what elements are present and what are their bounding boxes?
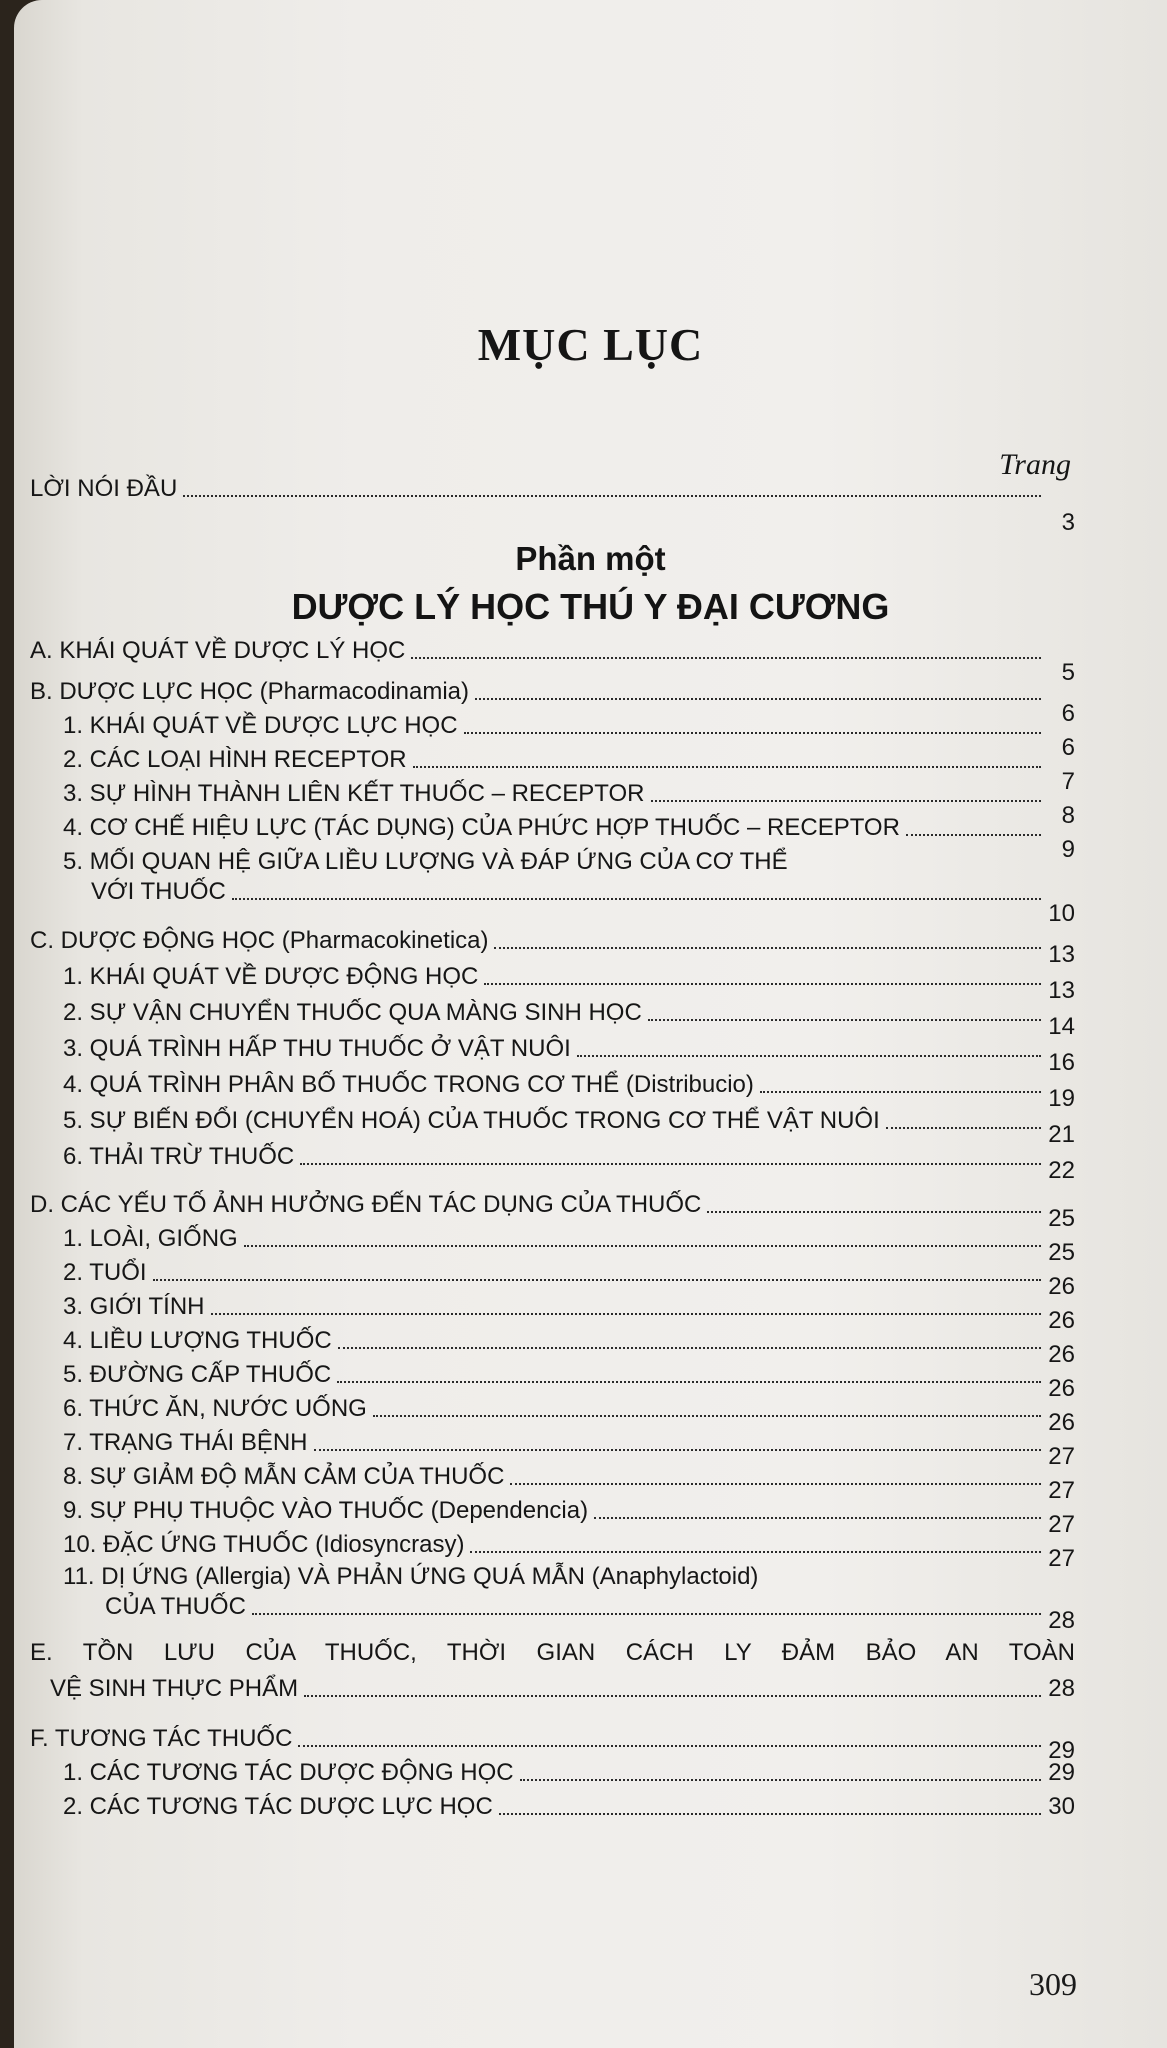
toc-entry-f2[interactable] xyxy=(63,1792,1075,1822)
toc-entry-text: 10. ĐẶC ỨNG THUỐC (Idiosyncrasy) xyxy=(63,1531,465,1558)
dot-leader xyxy=(153,1279,1041,1281)
toc-page-number: 27 xyxy=(1048,1511,1075,1538)
toc-entry-text: 4. CƠ CHẾ HIỆU LỰC (TÁC DỤNG) CỦA PHỨC HỢP THUỐC – RECEPTOR xyxy=(63,814,900,841)
toc-entry-text: B. DƯỢC LỰC HỌC (Pharmacodinamia) xyxy=(30,678,470,705)
toc-entry-d11[interactable] xyxy=(63,1562,1075,1634)
toc-page-number: 26 xyxy=(1048,1307,1075,1334)
toc-page-number: 6 xyxy=(1061,700,1075,727)
toc-entry-text: F. TƯƠNG TÁC THUỐC xyxy=(30,1725,293,1752)
toc-page-number: 13 xyxy=(1048,941,1075,968)
toc-entry-a[interactable] xyxy=(30,636,1075,686)
part-label: Phần một xyxy=(515,540,666,577)
toc-page-number: 27 xyxy=(1048,1477,1075,1504)
toc-entry-preface[interactable] xyxy=(30,474,1075,538)
dot-leader xyxy=(464,732,1041,734)
dot-leader xyxy=(760,1091,1041,1093)
toc-entry-text: 1. CÁC TƯƠNG TÁC DƯỢC ĐỘNG HỌC xyxy=(63,1759,514,1786)
toc-entry-text-continued: VỆ SINH THỰC PHẨM xyxy=(50,1675,299,1702)
toc-page-number: 10 xyxy=(1048,900,1075,927)
toc-page-number: 9 xyxy=(1061,836,1075,863)
dot-leader xyxy=(337,1381,1041,1383)
toc-entry-text: 3. QUÁ TRÌNH HẤP THU THUỐC Ở VẬT NUÔI xyxy=(63,1035,571,1062)
toc-page-number: 8 xyxy=(1061,802,1075,829)
dot-leader xyxy=(300,1163,1041,1165)
dot-leader xyxy=(183,495,1041,497)
dot-leader xyxy=(338,1347,1041,1349)
dot-leader xyxy=(373,1415,1041,1417)
dot-leader xyxy=(520,1779,1041,1781)
dot-leader xyxy=(411,657,1041,659)
page-column-label: Trang xyxy=(999,448,1071,481)
toc-entry-d3[interactable] xyxy=(63,1292,1075,1334)
toc-entry-text: 3. GIỚI TÍNH xyxy=(63,1293,205,1320)
dot-leader xyxy=(484,983,1041,985)
toc-page-number: 29 xyxy=(1048,1737,1075,1764)
toc-entry-text: 6. THỨC ĂN, NƯỚC UỐNG xyxy=(63,1395,367,1422)
toc-entry-text-continued: VỚI THUỐC xyxy=(91,878,226,905)
toc-page-number: 26 xyxy=(1048,1273,1075,1300)
dot-leader xyxy=(475,698,1041,700)
toc-page-number: 30 xyxy=(1048,1793,1075,1820)
toc-entry-d5[interactable] xyxy=(63,1360,1075,1402)
dot-leader xyxy=(470,1551,1041,1553)
toc-entry-text: 8. SỰ GIẢM ĐỘ MẪN CẢM CỦA THUỐC xyxy=(63,1463,505,1490)
dot-leader xyxy=(252,1613,1041,1615)
toc-entry-text: D. CÁC YẾU TỐ ẢNH HƯỞNG ĐẾN TÁC DỤNG CỦA THUỐC xyxy=(30,1191,702,1218)
dot-leader xyxy=(413,766,1041,768)
toc-entry-text: 4. QUÁ TRÌNH PHÂN BỐ THUỐC TRONG CƠ THỂ (Distribucio) xyxy=(63,1071,754,1098)
toc-entry-text: 2. CÁC TƯƠNG TÁC DƯỢC LỰC HỌC xyxy=(63,1793,493,1820)
toc-entry-d4[interactable] xyxy=(63,1326,1075,1368)
toc-entry-c3[interactable] xyxy=(63,1034,1075,1076)
toc-entry-text: 5. ĐƯỜNG CẤP THUỐC xyxy=(63,1361,332,1388)
toc-entry-d6[interactable] xyxy=(63,1394,1075,1436)
dot-leader xyxy=(304,1695,1041,1697)
table-of-contents xyxy=(14,0,1167,2048)
toc-entry-text: 4. LIỀU LƯỢNG THUỐC xyxy=(63,1327,332,1354)
toc-entry-text: 2. SỰ VẬN CHUYỂN THUỐC QUA MÀNG SINH HỌC xyxy=(63,999,642,1026)
page-title: MỤC LỤC xyxy=(477,319,704,370)
page-number-footer: 309 xyxy=(1029,1966,1077,2002)
dot-leader xyxy=(244,1245,1041,1247)
toc-entry-c2[interactable] xyxy=(63,998,1075,1040)
part-title: DƯỢC LÝ HỌC THÚ Y ĐẠI CƯƠNG xyxy=(291,586,890,627)
toc-entry-c1[interactable] xyxy=(63,962,1075,1004)
toc-page-number: 25 xyxy=(1048,1205,1075,1232)
toc-entry-text: 2. TUỔI xyxy=(63,1259,147,1286)
toc-entry-text: E. TỒN LƯU CỦA THUỐC, THỜI GIAN CÁCH LY ĐẢM BẢO AN TOÀN xyxy=(30,1639,1075,1666)
toc-entry-text: 6. THẢI TRỪ THUỐC xyxy=(63,1143,295,1170)
toc-entry-d10[interactable] xyxy=(63,1530,1075,1572)
toc-entry-c6[interactable] xyxy=(63,1142,1075,1184)
toc-page-number: 28 xyxy=(1048,1675,1075,1702)
dot-leader xyxy=(494,947,1041,949)
book-page xyxy=(14,0,1167,2048)
toc-page-number: 7 xyxy=(1061,768,1075,795)
toc-entry-f[interactable] xyxy=(30,1724,1075,1764)
toc-entry-text: 2. CÁC LOẠI HÌNH RECEPTOR xyxy=(63,746,407,773)
toc-page-number: 29 xyxy=(1048,1759,1075,1786)
toc-page-number: 27 xyxy=(1048,1545,1075,1572)
toc-entry-text: 5. MỐI QUAN HỆ GIỮA LIỀU LƯỢNG VÀ ĐÁP ỨNG CỦA CƠ THỂ xyxy=(63,848,788,875)
dot-leader xyxy=(651,800,1041,802)
toc-page-number: 21 xyxy=(1048,1121,1075,1148)
toc-entry-d8[interactable] xyxy=(63,1462,1075,1504)
toc-entry-text: 7. TRẠNG THÁI BỆNH xyxy=(63,1429,308,1456)
toc-page-number: 6 xyxy=(1061,734,1075,761)
dot-leader xyxy=(648,1019,1041,1021)
toc-page-number: 26 xyxy=(1048,1409,1075,1436)
dot-leader xyxy=(594,1517,1041,1519)
toc-page-number: 5 xyxy=(1061,659,1075,686)
dot-leader xyxy=(906,834,1041,836)
toc-page-number: 14 xyxy=(1048,1013,1075,1040)
toc-entry-text: A. KHÁI QUÁT VỀ DƯỢC LÝ HỌC xyxy=(30,637,406,664)
toc-entry-d1[interactable] xyxy=(63,1224,1075,1266)
toc-page-number: 28 xyxy=(1048,1607,1075,1634)
toc-entry-text: C. DƯỢC ĐỘNG HỌC (Pharmacokinetica) xyxy=(30,927,489,954)
toc-entry-text: 3. SỰ HÌNH THÀNH LIÊN KẾT THUỐC – RECEPTOR xyxy=(63,780,645,807)
dot-leader xyxy=(232,898,1041,900)
toc-page-number: 3 xyxy=(1061,509,1075,536)
dot-leader xyxy=(499,1813,1041,1815)
toc-entry-c4[interactable] xyxy=(63,1070,1075,1112)
dot-leader xyxy=(886,1127,1041,1129)
toc-entry-c5[interactable] xyxy=(63,1106,1075,1148)
toc-entry-text: 11. DỊ ỨNG (Allergia) VÀ PHẢN ỨNG QUÁ MẪN (Anaphylactoid) xyxy=(63,1563,759,1590)
toc-entry-d7[interactable] xyxy=(63,1428,1075,1470)
toc-page-number: 25 xyxy=(1048,1239,1075,1266)
toc-page-number: 16 xyxy=(1048,1049,1075,1076)
dot-leader xyxy=(707,1211,1041,1213)
toc-page-number: 27 xyxy=(1048,1443,1075,1470)
dot-leader xyxy=(577,1055,1041,1057)
toc-entry-text: 1. LOÀI, GIỐNG xyxy=(63,1225,238,1252)
toc-entry-e[interactable] xyxy=(30,1638,1075,1704)
toc-entry-text: 5. SỰ BIẾN ĐỔI (CHUYỂN HOÁ) CỦA THUỐC TRONG CƠ THỂ VẬT NUÔI xyxy=(63,1107,880,1134)
toc-entry-c[interactable] xyxy=(30,926,1075,968)
toc-page-number: 26 xyxy=(1048,1341,1075,1368)
toc-entry-text: 1. KHÁI QUÁT VỀ DƯỢC ĐỘNG HỌC xyxy=(63,963,479,990)
toc-entry-text: 1. KHÁI QUÁT VỀ DƯỢC LỰC HỌC xyxy=(63,712,458,739)
dot-leader xyxy=(314,1449,1042,1451)
toc-entry-d2[interactable] xyxy=(63,1258,1075,1300)
toc-page-number: 26 xyxy=(1048,1375,1075,1402)
toc-entry-text-continued: CỦA THUỐC xyxy=(105,1593,246,1620)
toc-entry-text: LỜI NÓI ĐẦU xyxy=(30,475,178,502)
toc-page-number: 13 xyxy=(1048,977,1075,1004)
toc-entry-d9[interactable] xyxy=(63,1496,1075,1538)
toc-entry-d[interactable] xyxy=(30,1190,1075,1232)
toc-page-number: 19 xyxy=(1048,1085,1075,1112)
toc-entry-f1[interactable] xyxy=(63,1758,1075,1788)
dot-leader xyxy=(298,1745,1041,1747)
toc-entry-text: 9. SỰ PHỤ THUỘC VÀO THUỐC (Dependencia) xyxy=(63,1497,589,1524)
toc-entry-b5[interactable] xyxy=(63,847,1075,927)
dot-leader xyxy=(211,1313,1042,1315)
dot-leader xyxy=(510,1483,1041,1485)
toc-page-number: 22 xyxy=(1048,1157,1075,1184)
